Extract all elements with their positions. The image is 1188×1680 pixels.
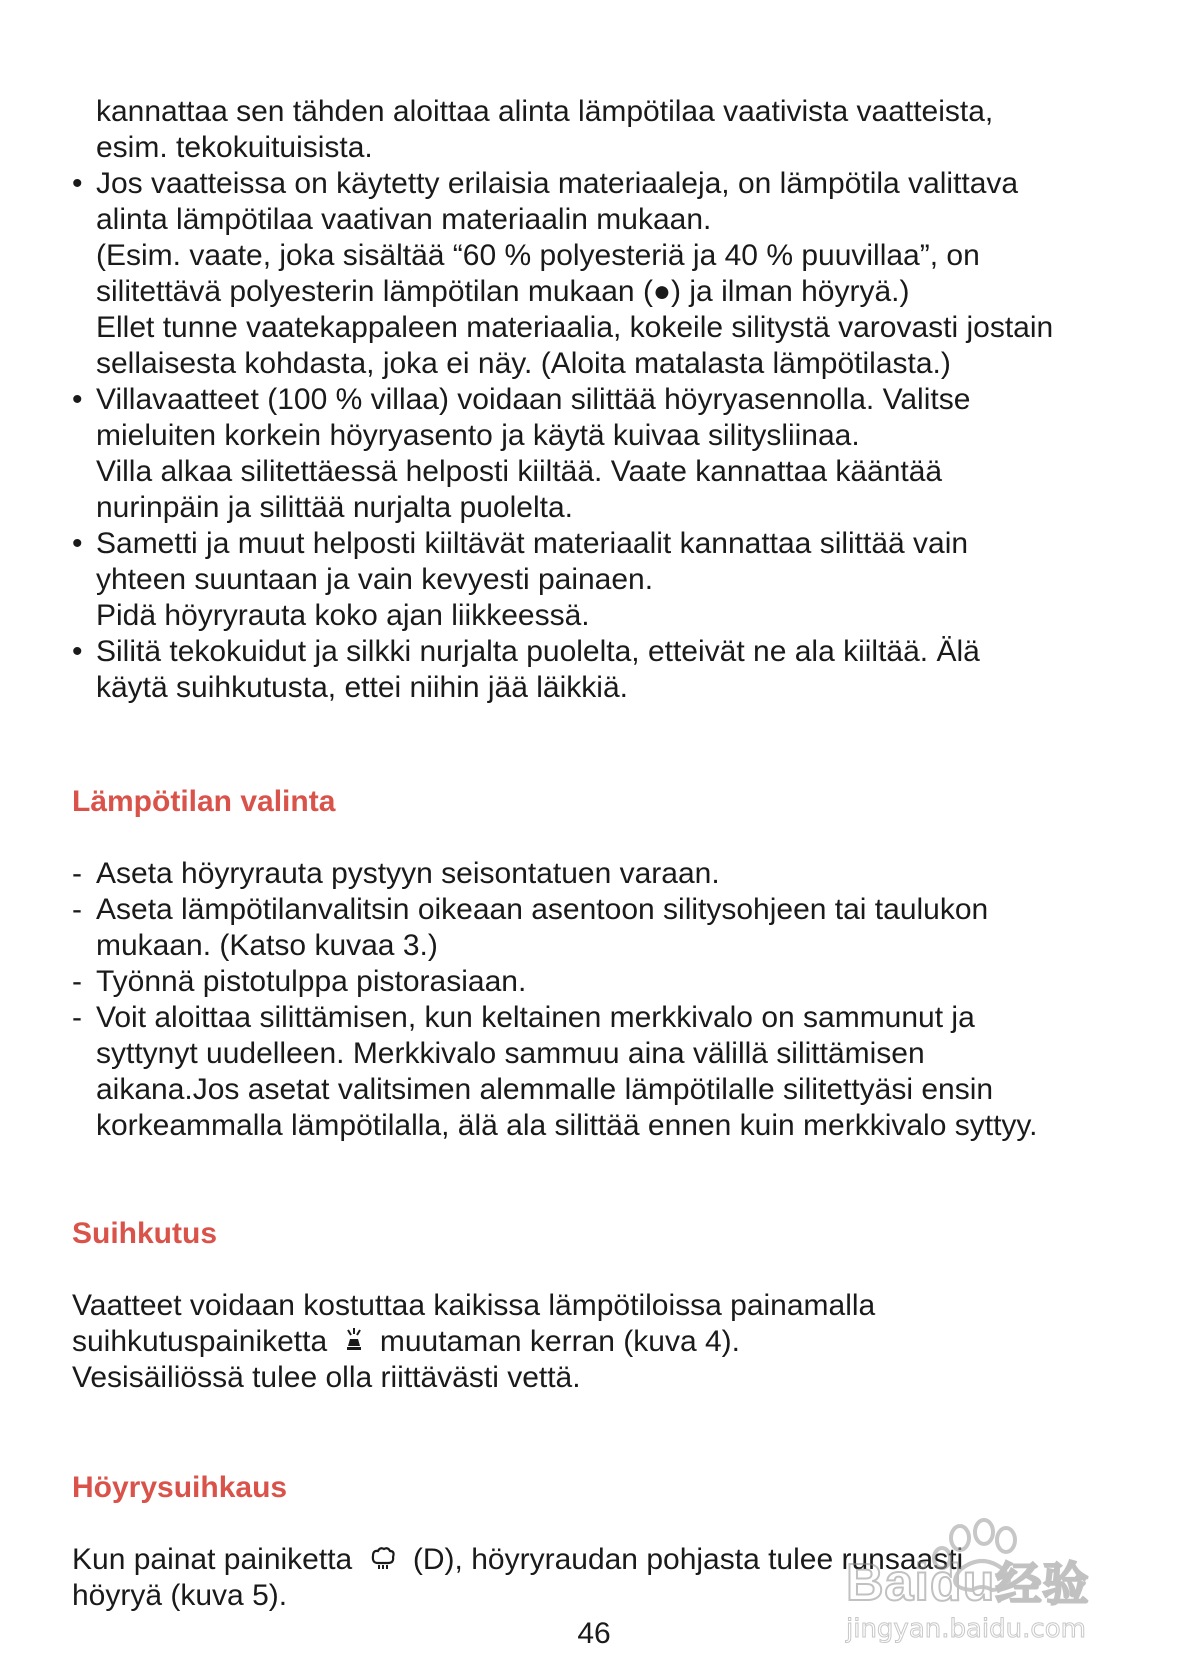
spray-icon [344,1325,364,1361]
temp-item-2-line-2: mukaan. (Katso kuvaa 3.) [96,929,438,962]
bullet-2-line-1: Villavaatteet (100 % villaa) voidaan silittää höyryasennolla. Valitse [96,383,971,416]
watermark-cn-text: 经验 [995,1557,1090,1611]
bullet-marker: • [72,383,83,416]
temp-item-4-line-3: aikana.Jos asetat valitsimen alemmalle lämpötilalle silitettyäsi ensin [96,1073,994,1106]
bullet-1-line-6: sellaisesta kohdasta, joka ei näy. (Aloita matalasta lämpötilasta.) [96,347,951,380]
temp-item-1: Aseta höyryrauta pystyyn seisontatuen varaan. [96,857,720,890]
watermark-brand [846,1548,1089,1614]
bullet-2-line-3: Villa alkaa silitettäessä helposti kiiltää. Vaate kannattaa kääntää [96,455,943,488]
bullet-1-line-2: alinta lämpötilaa vaativan materiaalin mukaan. [96,203,712,236]
burst-line-1 [72,1542,963,1579]
bullet-marker: • [72,635,83,668]
temp-item-2-line-1: Aseta lämpötilanvalitsin oikeaan asentoon silitysohjeen tai taulukon [96,893,989,926]
spray-line-2 [72,1324,740,1361]
temp-item-3: Työnnä pistotulppa pistorasiaan. [96,965,527,998]
watermark-brand-text: Baidu [846,1554,996,1612]
burst-line-1-start: Kun painat painiketta [72,1543,353,1576]
spray-line-3: Vesisäiliössä tulee olla riittävästi vettä. [72,1361,581,1394]
bullet-4-line-2: käytä suihkutusta, ettei niihin jää läikkiä. [96,671,628,704]
section-heading-spray: Suihkutus [72,1217,218,1250]
dash-marker: - [72,857,82,890]
spray-line-2-start: suihkutuspainiketta [72,1325,328,1358]
bullet-marker: • [72,167,83,200]
steam-burst-icon [369,1543,397,1579]
bullet-1-line-4: silitettävä polyesterin lämpötilan mukaan (●) ja ilman höyryä.) [96,275,910,308]
section-heading-temperature: Lämpötilan valinta [72,785,336,818]
bullet-2-line-2: mieluiten korkein höyryasento ja käytä kuivaa silitysliinaa. [96,419,860,452]
spray-line-1: Vaatteet voidaan kostuttaa kaikissa lämpötiloissa painamalla [72,1289,876,1322]
bullet-3-line-2: yhteen suuntaan ja vain kevyesti painaen. [96,563,654,596]
bullet-1-line-3: (Esim. vaate, joka sisältää “60 % polyesteriä ja 40 % puuvillaa”, on [96,239,980,272]
bullet-marker: • [72,527,83,560]
watermark-url: jingyan.baidu.com [846,1614,1086,1644]
intro-line-2: esim. tekokuituisista. [96,131,373,164]
temp-item-4-line-1: Voit aloittaa silittämisen, kun keltainen merkkivalo on sammunut ja [96,1001,975,1034]
bullet-1-line-1: Jos vaatteissa on käytetty erilaisia materiaaleja, on lämpötila valittava [96,167,1019,200]
burst-line-2: höyryä (kuva 5). [72,1579,288,1612]
section-heading-steam-burst: Höyrysuihkaus [72,1471,288,1504]
intro-line-1: kannattaa sen tähden aloittaa alinta lämpötilaa vaativista vaatteista, [96,95,994,128]
dash-marker: - [72,965,82,998]
dash-marker: - [72,1001,82,1034]
temp-item-4-line-2: syttynyt uudelleen. Merkkivalo sammuu aina välillä silittämisen [96,1037,925,1070]
bullet-3-line-1: Sametti ja muut helposti kiiltävät materiaalit kannattaa silittää vain [96,527,969,560]
dash-marker: - [72,893,82,926]
spray-line-2-end: muutaman kerran (kuva 4). [379,1325,741,1358]
page-number: 46 [577,1617,611,1650]
bullet-2-line-4: nurinpäin ja silittää nurjalta puolelta. [96,491,573,524]
baidu-watermark [842,1510,1132,1650]
bullet-3-line-3: Pidä höyryrauta koko ajan liikkeessä. [96,599,590,632]
bullet-1-line-5: Ellet tunne vaatekappaleen materiaalia, kokeile silitystä varovasti jostain [96,311,1054,344]
temp-item-4-line-4: korkeammalla lämpötilalla, älä ala silittää ennen kuin merkkivalo syttyy. [96,1109,1038,1142]
burst-line-1-end: (D), höyryraudan pohjasta tulee runsaasti [412,1543,964,1576]
bullet-4-line-1: Silitä tekokuidut ja silkki nurjalta puolelta, etteivät ne ala kiiltää. Älä [96,635,980,668]
